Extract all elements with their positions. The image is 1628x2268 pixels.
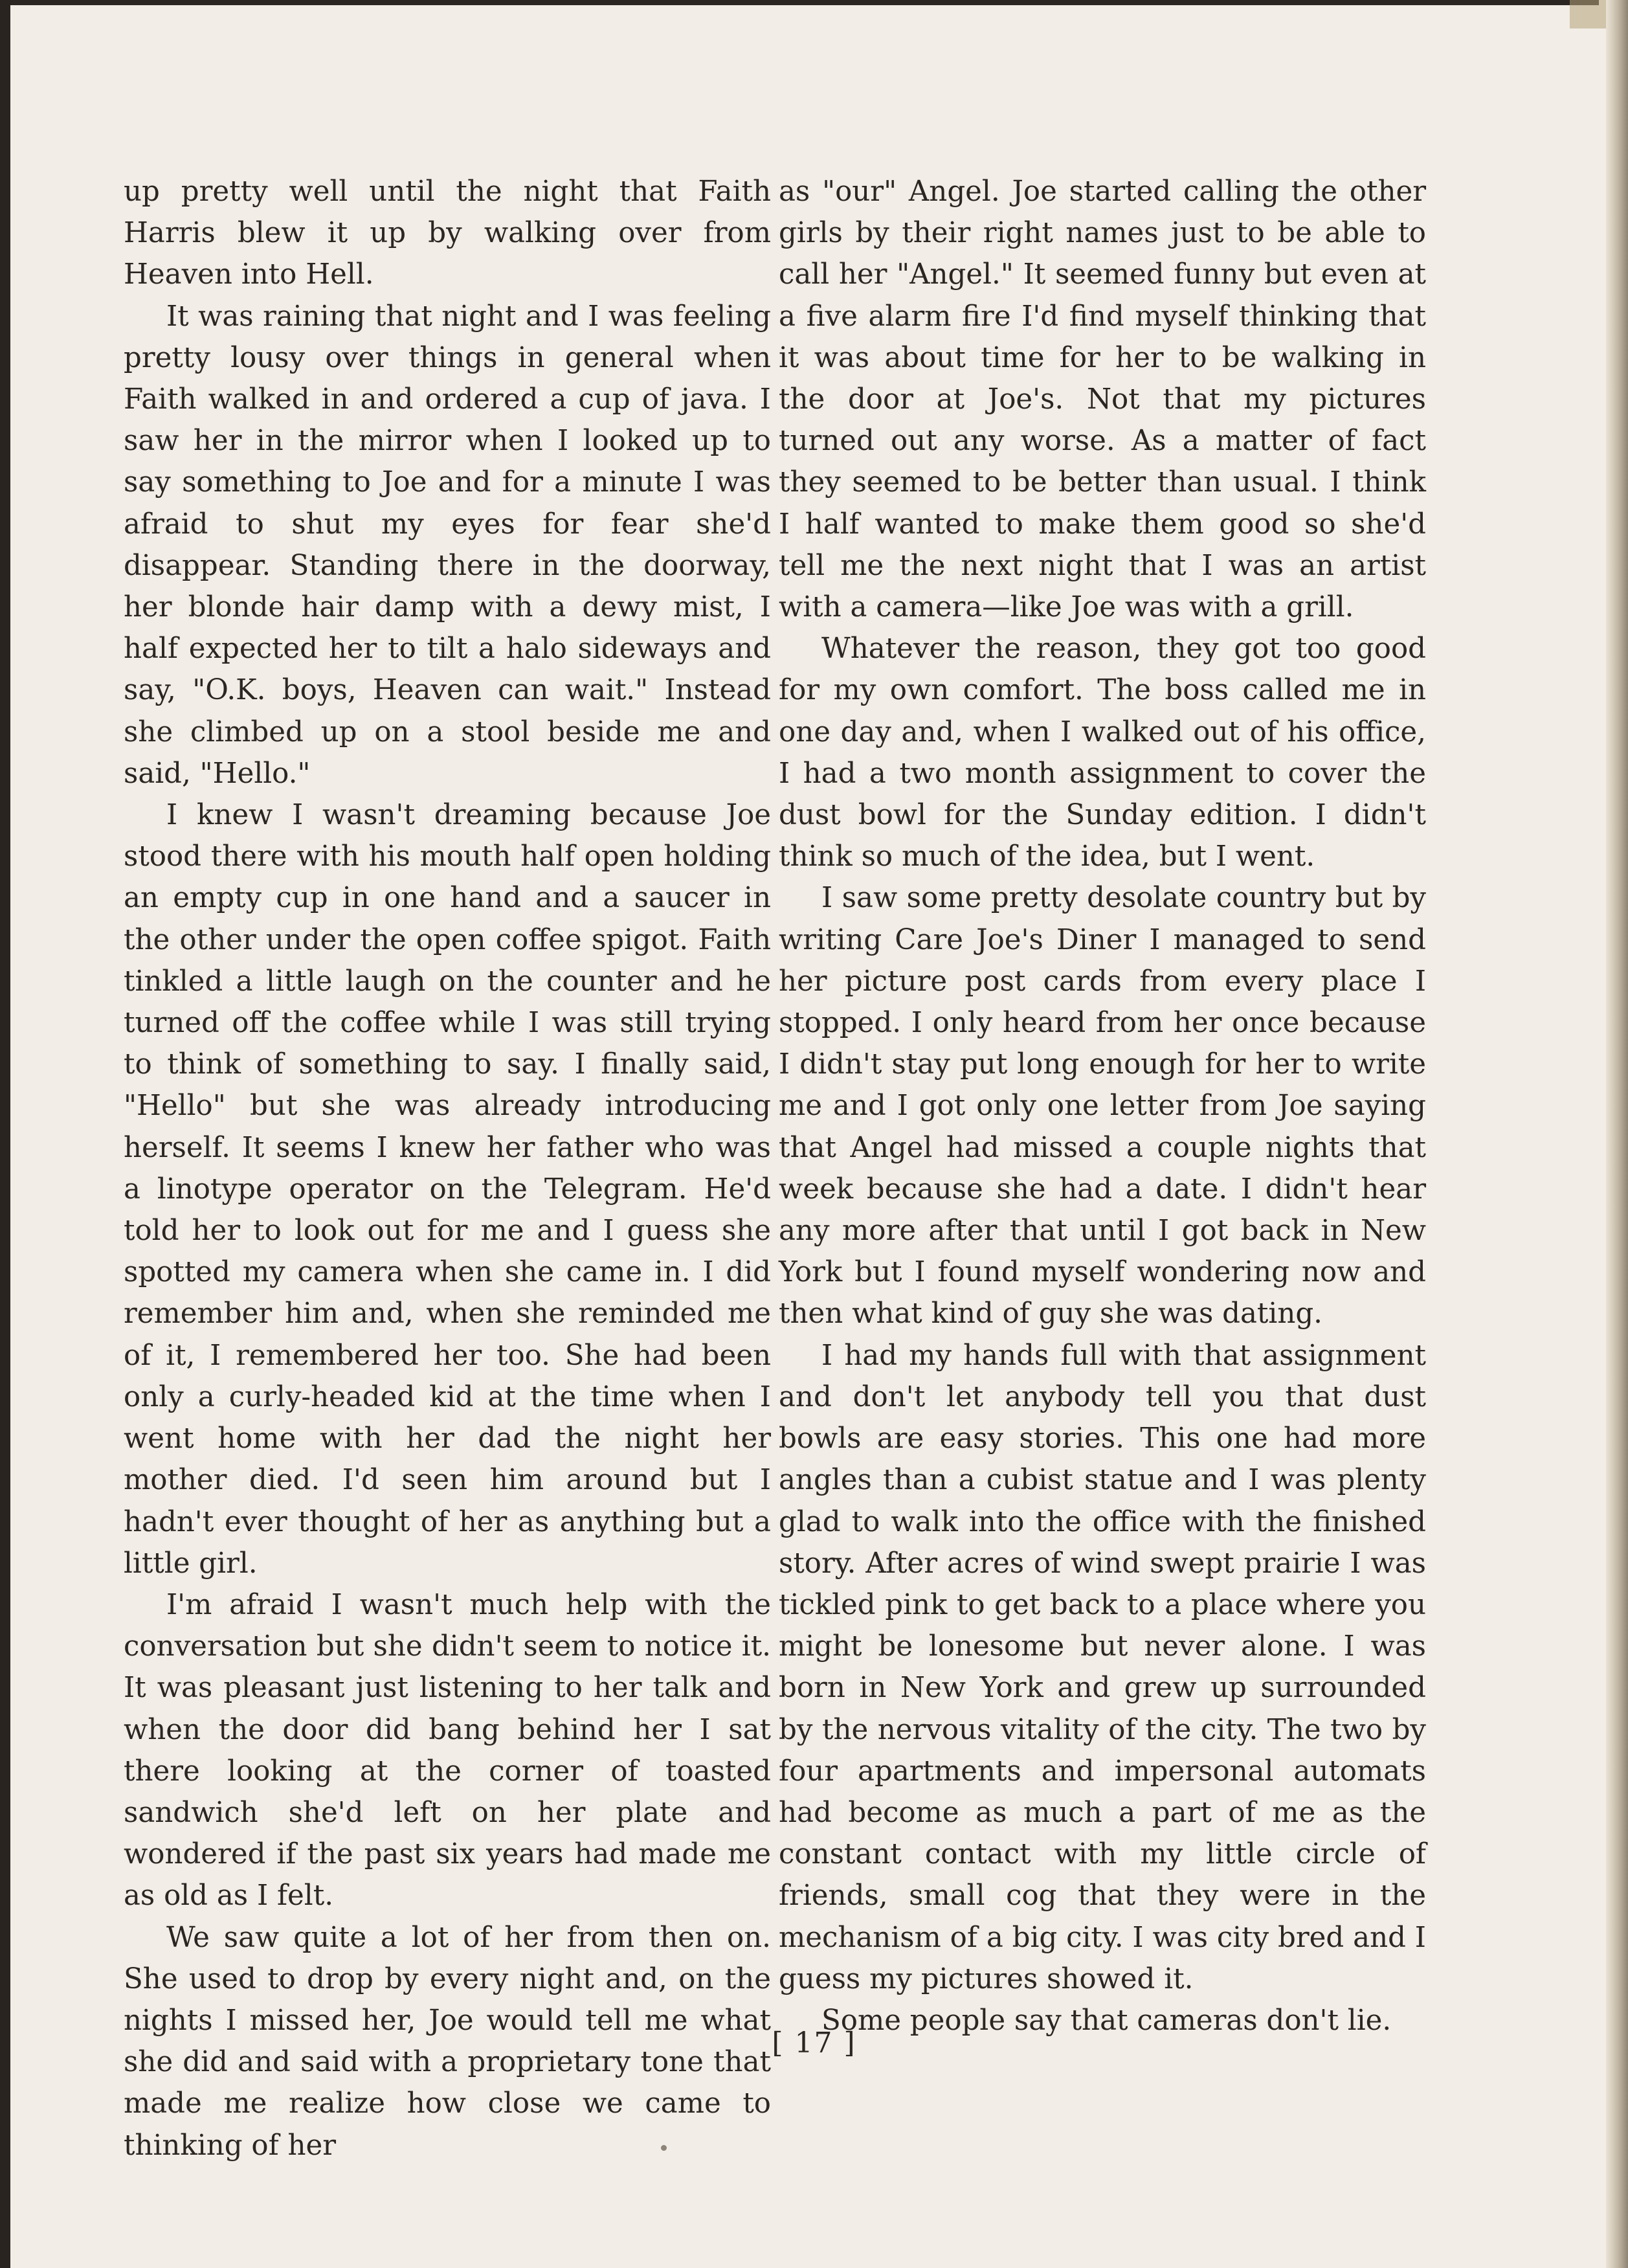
paragraph: as "our" Angel. Joe started calling the other girls by their right names just to be able to call her "Angel." It seemed funny but even at a five alarm fire I'd find myself thinking that it was about time for her to be walking in the door at Joe's. Not that my pictures turned out any worse. As a matter of fact they seemed to be better than usual. I think I half wanted to make them good so she'd tell me the next night that I was an artist with a camera—like Joe was with a grill. (779, 175, 1426, 624)
paragraph: I'm afraid I wasn't much help with the conversation but she didn't seem to notice it. It was pleasant just listening to her talk and when the door did bang behind her I sat there looking at the corner of toasted sandwich she'd left on her plate and wondered if the past six years had made me as old as I felt. (124, 1588, 771, 1913)
right-column (779, 171, 1426, 2041)
paragraph: I had my hands full with that assignment and don't let anybody tell you that dust bowls are easy stories. This one had more angles than a cubist statue and I was plenty glad to walk into the office with the finished story. After acres of wind swept prairie I was tickled pink to get back to a place where you might be lonesome but never alone. I was born in New York and grew up surrounded by the nervous vitality of the city. The two by four apartments and impersonal automats had become as much a part of me as the constant contact with my little circle of friends, small cog that they were in the mechanism of a big city. I was city bred and I guess my pictures showed it. (779, 1339, 1426, 1995)
left-edge (0, 0, 10, 2268)
ink-dot (661, 2145, 667, 2151)
paragraph: Whatever the reason, they got too good for my own comfort. The boss called me in one day and, when I walked out of his office, I had a two month assignment to cover the dust bowl for the Sunday edition. I didn't think so much of the idea, but I went. (779, 633, 1426, 873)
left-column (124, 171, 771, 2166)
paragraph: up pretty well until the night that Faith Harris blew it up by walking over from Heaven into Hell. (124, 175, 771, 291)
paragraph: I knew I wasn't dreaming because Joe stood there with his mouth half open holding an empty cup in one hand and a saucer in the other under the open coffee spigot. Faith tinkled a little laugh on the counter and he turned off the coffee while I was still trying to think of something to say. I finally said, "Hello" but she was already introducing herself. It seems I knew her father who was a linotype operator on the Telegram. He'd told her to look out for me and I guess she spotted my camera when she came in. I did remember him and, when she reminded me of it, I remembered her too. She had been only a curly-headed kid at the time when I went home with her dad the night her mother died. I'd seen him around but I hadn't ever thought of her as anything but a little girl. (124, 799, 771, 1580)
page-number: [ 17 ] (772, 2027, 856, 2060)
paragraph: Some people say that cameras don't lie. (821, 2004, 1392, 2037)
top-edge (0, 0, 1599, 5)
paragraph: We saw quite a lot of her from then on. She used to drop by every night and, on the nights I missed her, Joe would tell me what she did and said with a proprietary tone that made me realize how close we came to thinking of her (124, 1921, 771, 2162)
paragraph: I saw some pretty desolate country but by writing Care Joe's Diner I managed to send her picture post cards from every place I stopped. I only heard from her once because I didn't stay put long enough for her to write me and I got only one letter from Joe saying that Angel had missed a couple nights that week because she had a date. I didn't hear any more after that until I got back in New York but I found myself wondering now and then what kind of guy she was dating. (779, 882, 1426, 1330)
paragraph: It was raining that night and I was feeling pretty lousy over things in general when Faith walked in and ordered a cup of java. I saw her in the mirror when I looked up to say something to Joe and for a minute I was afraid to shut my eyes for fear she'd disappear. Standing there in the doorway, her blonde hair damp with a dewy mist, I half expected her to tilt a halo sideways and say, "O.K. boys, Heaven can wait." Instead she climbed up on a stool beside me and said, "Hello." (124, 300, 771, 790)
right-edge (1606, 0, 1628, 2268)
